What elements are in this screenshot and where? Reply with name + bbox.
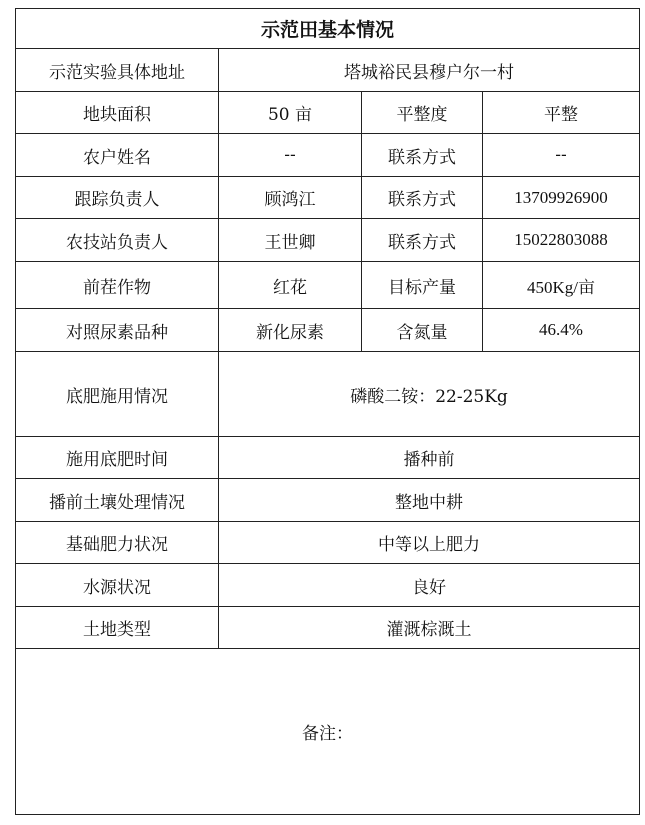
address-value: 塔城裕民县穆户尔一村 [219,49,640,92]
fertility-row [16,522,640,564]
remarks-label: 备注： [16,649,640,815]
base-fert-label: 底肥施用情况 [16,352,219,437]
soil-prep-row [16,479,640,522]
station-label: 农技站负责人 [16,219,219,262]
nitrogen-value: 46.4% [483,309,640,352]
plot-area-value: 50 亩 [219,92,362,134]
table-title: 示范田基本情况 [16,9,640,49]
urea-row [16,309,640,352]
land-row [16,607,640,649]
title-row [16,9,640,49]
station-row [16,219,640,262]
water-value: 良好 [219,564,640,607]
address-label: 示范实验具体地址 [16,49,219,92]
farmer-row [16,134,640,177]
prev-crop-label: 前茬作物 [16,262,219,309]
station-phone: 15022803088 [483,219,640,262]
farmer-contact-value: -- [483,134,640,177]
flatness-value: 平整 [483,92,640,134]
base-time-value: 播种前 [219,437,640,479]
base-fert-value: 磷酸二铵：22-25Kg [219,352,640,437]
farmer-name-label: 农户姓名 [16,134,219,177]
land-type-value: 灌溉棕溉土 [219,607,640,649]
plot-row [16,92,640,134]
soil-prep-label: 播前土壤处理情况 [16,479,219,522]
fertility-value: 中等以上肥力 [219,522,640,564]
crop-row [16,262,640,309]
tracker-label: 跟踪负责人 [16,177,219,219]
demo-field-info-table [15,8,640,815]
base-fert-row [16,352,640,437]
base-time-row [16,437,640,479]
address-row [16,49,640,92]
tracker-name: 顾鸿江 [219,177,362,219]
tracker-contact-label: 联系方式 [362,177,483,219]
flatness-label: 平整度 [362,92,483,134]
farmer-name-value: -- [219,134,362,177]
base-time-label: 施用底肥时间 [16,437,219,479]
water-row [16,564,640,607]
prev-crop-value: 红花 [219,262,362,309]
soil-prep-value: 整地中耕 [219,479,640,522]
water-label: 水源状况 [16,564,219,607]
fertility-label: 基础肥力状况 [16,522,219,564]
tracker-row [16,177,640,219]
urea-variety-label: 对照尿素品种 [16,309,219,352]
target-yield-label: 目标产量 [362,262,483,309]
station-contact-label: 联系方式 [362,219,483,262]
land-type-label: 土地类型 [16,607,219,649]
station-name: 王世卿 [219,219,362,262]
target-yield-value: 450Kg/亩 [483,262,640,309]
urea-variety-value: 新化尿素 [219,309,362,352]
farmer-contact-label: 联系方式 [362,134,483,177]
nitrogen-label: 含氮量 [362,309,483,352]
plot-area-label: 地块面积 [16,92,219,134]
remarks-row [16,649,640,815]
tracker-phone: 13709926900 [483,177,640,219]
